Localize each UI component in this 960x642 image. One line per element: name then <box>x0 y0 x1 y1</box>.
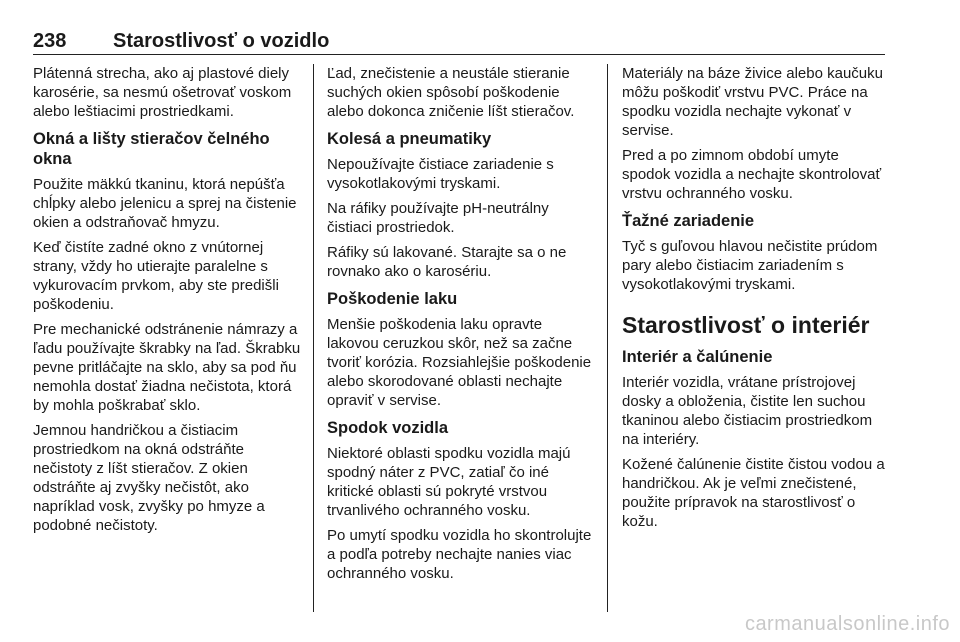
heading-towing-device: Ťažné zariadenie <box>622 212 755 230</box>
paragraph: Použite mäkkú tkaninu, ktorá nepúšťa chĺpky alebo jelenicu a sprej na čistenie okien a odstraňovač hmyzu. <box>33 176 297 231</box>
heading-windows-wipers: Okná a lišty stieračov čelného okna <box>33 130 270 168</box>
paragraph: Tyč s guľovou hlavou nečistite prúdom pary alebo čistiacim zariadením s vysokotlakovými tryskami. <box>622 238 878 293</box>
section-title-interior-care: Starostlivosť o interiér <box>622 312 870 338</box>
paragraph: Na ráfiky používajte pH-neutrálny čistiaci prostriedok. <box>327 200 549 236</box>
paragraph: Ráfiky sú lakované. Starajte sa o ne rovnako ako o karosériu. <box>327 244 567 280</box>
column-divider-2 <box>607 64 608 612</box>
paragraph: Keď čistíte zadné okno z vnútornej strany, vždy ho utierajte paralelne s vykurovacím prvkom, aby ste predišli poškodeniu. <box>33 239 279 313</box>
paragraph: Po umytí spodku vozidla ho skontrolujte a podľa potreby nechajte nanies viac ochranného vosku. <box>327 527 592 582</box>
column-1 <box>33 64 305 541</box>
heading-underbody: Spodok vozidla <box>327 419 449 437</box>
paragraph: Pre mechanické odstránenie námrazy a ľadu používajte škrabky na ľad. Škrabku pevne pritláčajte na sklo, aby sa pod ňu nemohla dostať žiadna nečistota, ktorá by mohla poškrabať sklo. <box>33 321 301 414</box>
heading-wheels-tyres: Kolesá a pneumatiky <box>327 130 492 148</box>
header-divider <box>33 54 885 55</box>
heading-interior-upholstery: Interiér a čalúnenie <box>622 348 773 366</box>
page-header <box>33 30 885 54</box>
column-2 <box>327 64 592 589</box>
column-3 <box>622 64 887 537</box>
paragraph: Menšie poškodenia laku opravte lakovou ceruzkou skôr, než sa začne tvoriť korózia. Rozsiahlejšie poškodenie alebo skorodované oblasti nechajte opraviť v servise. <box>327 316 592 409</box>
paragraph: Interiér vozidla, vrátane prístrojovej dosky a obloženia, čistite len suchou tkaninou alebo čistiacim prostriedkom na interiéry. <box>622 374 873 448</box>
page-title: Starostlivosť o vozidlo <box>113 30 330 52</box>
paragraph: Kožené čalúnenie čistite čistou vodou a handričkou. Ak je veľmi znečistené, použite prípravok na starostlivosť o kožu. <box>622 456 885 530</box>
paragraph: Jemnou handričkou a čistiacim prostriedkom na okná odstráňte nečistoty z líšt stieračov. Z okien odstráňte aj zvyšky nečistôt, ako napríklad vosk, zvyšky po hmyze a podobné nečistoty. <box>33 422 265 534</box>
paragraph: Plátenná strecha, ako aj plastové diely karosérie, sa nesmú ošetrovať voskom alebo leštiacimi prostriedkami. <box>33 65 292 120</box>
paragraph: Nepoužívajte čistiace zariadenie s vysokotlakovými tryskami. <box>327 156 554 192</box>
paragraph: Pred a po zimnom období umyte spodok vozidla a nechajte skontrolovať vrstvu ochranného vosku. <box>622 147 882 202</box>
paragraph: Ľad, znečistenie a neustále stieranie suchých okien spôsobí poškodenie alebo dokonca zničenie líšt stieračov. <box>327 65 575 120</box>
watermark: carmanualsonline.info <box>744 613 950 635</box>
column-divider-1 <box>313 64 314 612</box>
heading-paint-damage: Poškodenie laku <box>327 290 458 308</box>
paragraph: Niektoré oblasti spodku vozidla majú spodný náter z PVC, zatiaľ čo iné kritické oblasti sú pokryté vrstvou trvanlivého ochranného vosku. <box>327 445 571 519</box>
page-number: 238 <box>33 30 67 52</box>
paragraph: Materiály na báze živice alebo kaučuku môžu poškodiť vrstvu PVC. Práce na spodku vozidla nechajte vykonať v servise. <box>622 65 883 139</box>
